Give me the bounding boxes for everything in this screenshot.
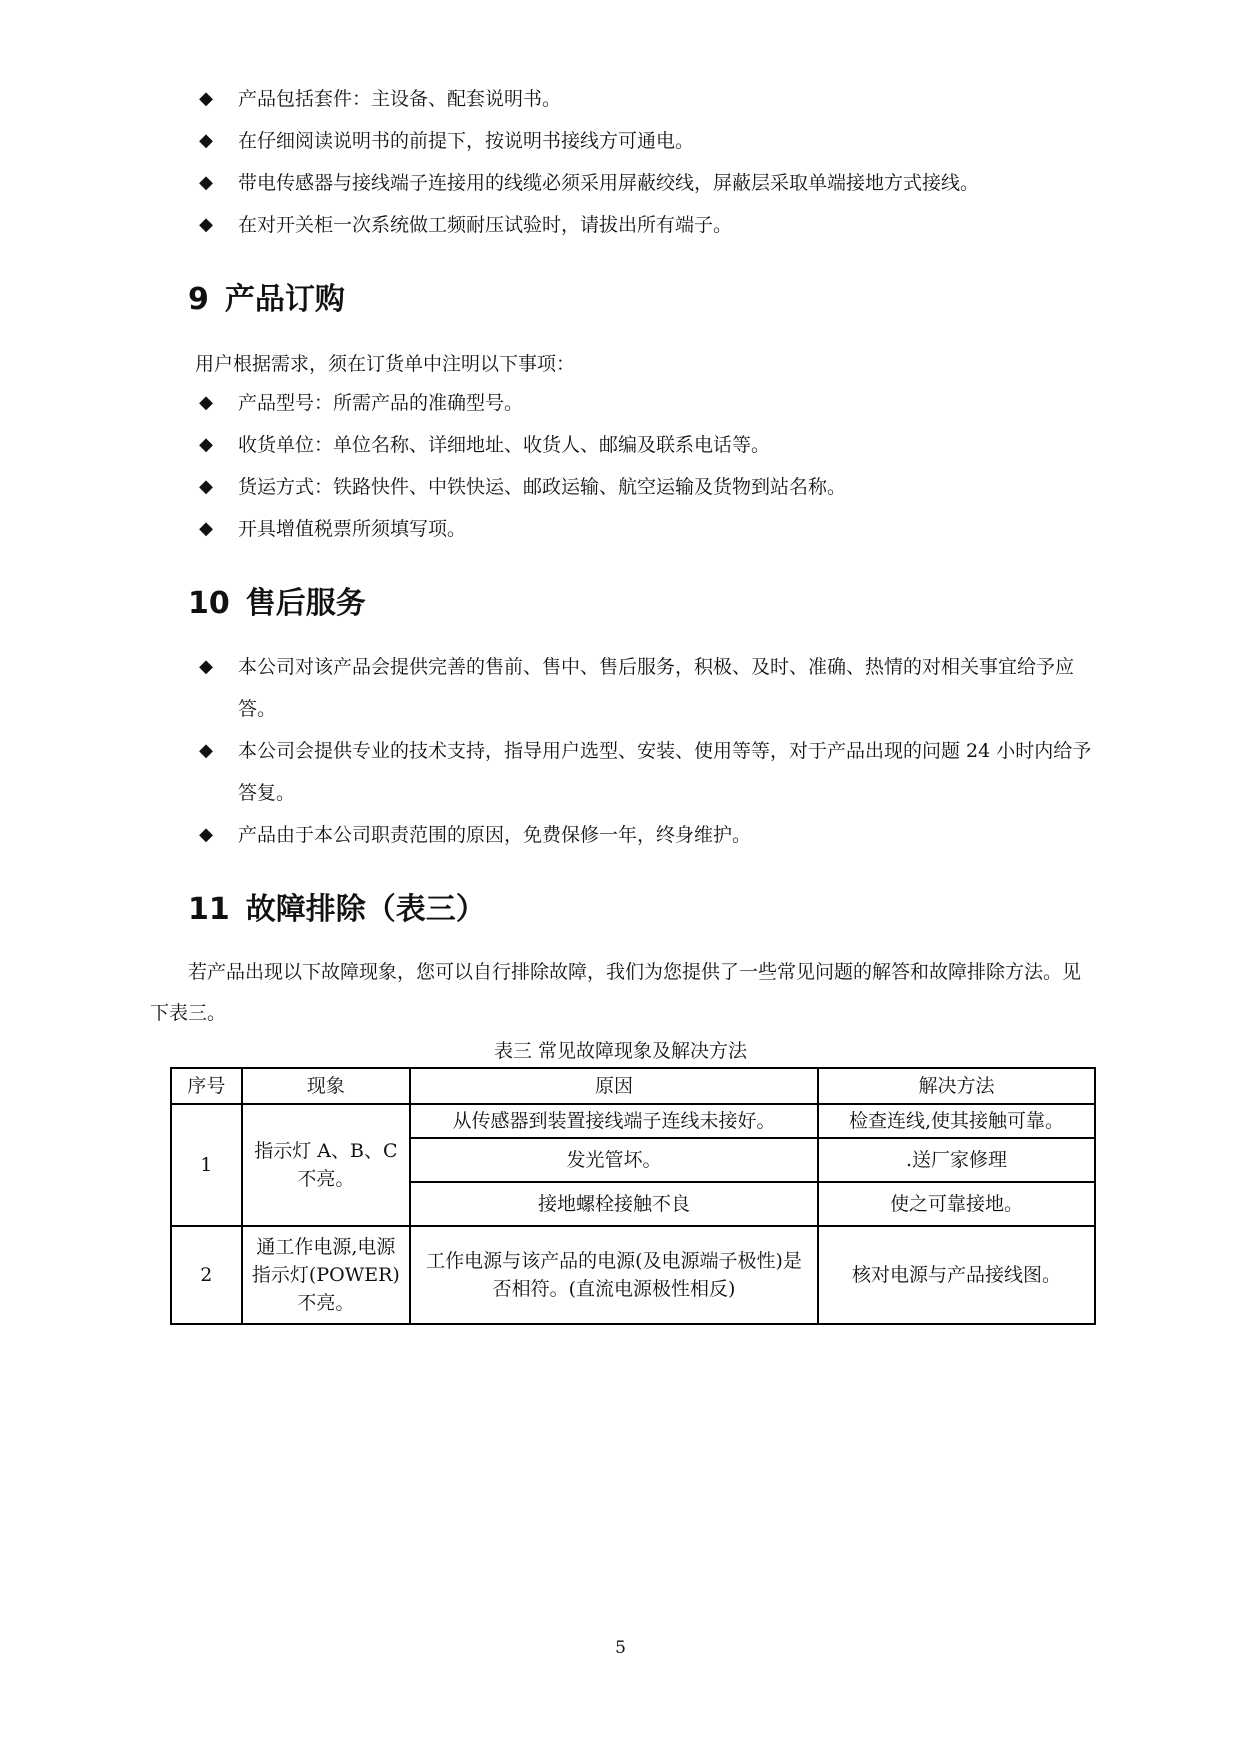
section-title: 故障排除（表三） <box>245 892 486 927</box>
list-item: ◆ 在仔细阅读说明书的前提下，按说明书接线方可通电。 <box>195 120 1093 162</box>
table-caption: 表三 常见故障现象及解决方法 <box>493 1040 748 1062</box>
diamond-bullet-icon: ◆ <box>199 172 213 193</box>
section-number: 9 <box>188 282 209 317</box>
diamond-bullet-icon: ◆ <box>199 824 213 845</box>
section-title: 售后服务 <box>245 586 366 621</box>
section-intro: 用户根据需求，须在订货单中注明以下事项： <box>195 353 576 375</box>
diamond-bullet-icon: ◆ <box>199 476 213 497</box>
section-number: 11 <box>188 892 230 927</box>
section-title: 产品订购 <box>224 282 345 317</box>
symptom-cell: 通工作电源,电源指示灯(POWER)不亮。 <box>242 1226 410 1324</box>
table-header-row <box>171 1068 1095 1104</box>
column-header: 序号 <box>171 1068 242 1104</box>
list-item: ◆ 开具增值税票所须填写项。 <box>195 508 1093 550</box>
cause-cell: 接地螺栓接触不良 <box>410 1182 818 1226</box>
diamond-bullet-icon: ◆ <box>199 434 213 455</box>
column-header: 解决方法 <box>818 1068 1095 1104</box>
section-heading <box>188 884 486 928</box>
section-intro: 若产品出现以下故障现象，您可以自行排除故障，我们为您提供了一些常见问题的解答和故障排除方法。见下表三。 <box>150 961 1082 1024</box>
fault-table <box>170 1067 1096 1325</box>
list-item: ◆ 货运方式：铁路快件、中铁快运、邮政运输、航空运输及货物到站名称。 <box>195 466 1093 508</box>
diamond-bullet-icon: ◆ <box>199 392 213 413</box>
diamond-bullet-icon: ◆ <box>199 740 213 761</box>
list-item: ◆ 产品包括套件：主设备、配套说明书。 <box>195 78 1093 120</box>
list-item: ◆ 收货单位：单位名称、详细地址、收货人、邮编及联系电话等。 <box>195 424 1093 466</box>
section-heading <box>188 274 345 318</box>
section-heading <box>188 578 366 622</box>
list-item: ◆ 在对开关柜一次系统做工频耐压试验时，请拔出所有端子。 <box>195 204 1093 246</box>
list-item: ◆ 产品型号：所需产品的准确型号。 <box>195 382 1093 424</box>
cause-cell: 从传感器到装置接线端子连线未接好。 <box>410 1104 818 1138</box>
table-row <box>171 1104 1095 1138</box>
solution-cell: 使之可靠接地。 <box>818 1182 1095 1226</box>
diamond-bullet-icon: ◆ <box>199 214 213 235</box>
solution-cell: 核对电源与产品接线图。 <box>818 1226 1095 1324</box>
list-item: ◆ 带电传感器与接线端子连接用的线缆必须采用屏蔽绞线，屏蔽层采取单端接地方式接线。 <box>195 162 1093 204</box>
solution-cell: .送厂家修理 <box>818 1138 1095 1182</box>
list-item: ◆ 产品由于本公司职责范围的原因，免费保修一年，终身维护。 <box>195 814 1093 856</box>
seq-cell: 1 <box>171 1104 242 1226</box>
diamond-bullet-icon: ◆ <box>199 88 213 109</box>
cause-cell: 发光管坏。 <box>410 1138 818 1182</box>
list-item: ◆ 本公司对该产品会提供完善的售前、售中、售后服务，积极、及时、准确、热情的对相关事宜给予应答。 <box>195 646 1093 730</box>
symptom-cell: 指示灯 A、B、C 不亮。 <box>242 1104 410 1226</box>
list-item: ◆ 本公司会提供专业的技术支持，指导用户选型、安装、使用等等，对于产品出现的问题 24 小时内给予答复。 <box>195 730 1093 814</box>
section-number: 10 <box>188 586 230 621</box>
seq-cell: 2 <box>171 1226 242 1324</box>
page-number: 5 <box>615 1638 626 1658</box>
diamond-bullet-icon: ◆ <box>199 130 213 151</box>
diamond-bullet-icon: ◆ <box>199 518 213 539</box>
column-header: 现象 <box>242 1068 410 1104</box>
table-row <box>171 1226 1095 1324</box>
column-header: 原因 <box>410 1068 818 1104</box>
solution-cell: 检查连线,使其接触可靠。 <box>818 1104 1095 1138</box>
cause-cell: 工作电源与该产品的电源(及电源端子极性)是否相符。(直流电源极性相反) <box>410 1226 818 1324</box>
diamond-bullet-icon: ◆ <box>199 656 213 677</box>
